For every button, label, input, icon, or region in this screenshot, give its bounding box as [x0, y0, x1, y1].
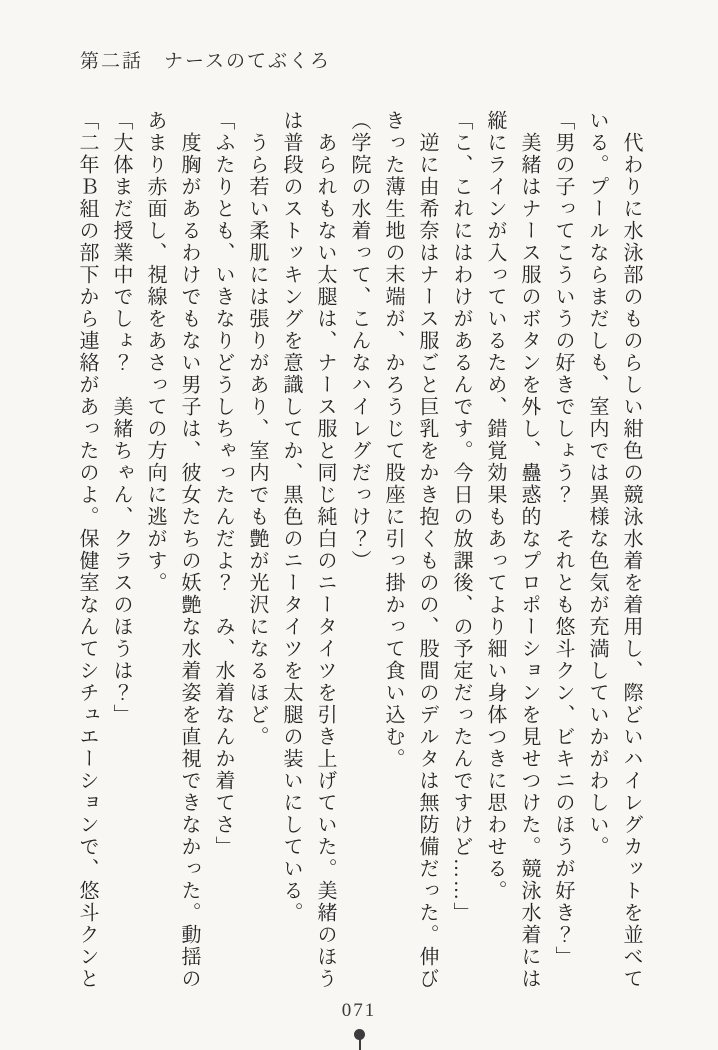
chapter-running-head: 第二話 ナースのてぶくろ — [80, 51, 332, 72]
page-number: 071 — [341, 1000, 377, 1021]
text-column: 「大体まだ授業中でしょ？ 美緒ちゃん、クラスのほうは？」 — [110, 110, 132, 726]
text-column: 縦にラインが入っているため、錯覚効果もあってより細い身体つきに思わせる。 — [484, 110, 506, 902]
text-column: あられもない太腿は、ナース服と同じ純白のニータイツを引き上げていた。美緒のほう — [314, 110, 336, 990]
text-column: 「ふたりとも、いきなりどうしちゃったんだよ？ み、水着なんか着てさ」 — [212, 110, 234, 858]
text-column: いる。プールならまだしも、室内では異様な色気が充満していかがわしい。 — [586, 110, 608, 858]
text-column: 代わりに水泳部のものらしい紺色の競泳水着を着用し、際どいハイレグカットを並べて — [620, 110, 642, 990]
text-column: うら若い柔肌には張りがあり、室内でも艶が光沢になるほど。 — [246, 110, 268, 748]
text-column: 「二年Ｂ組の部下から連絡があったのよ。保健室なんてシチュエーションで、悠斗クンと — [76, 110, 98, 990]
text-column: あまり赤面し、視線をあさっての方向に逃がす。 — [144, 110, 166, 594]
footer-stem-ornament — [359, 1036, 361, 1050]
text-column: は普段のストッキングを意識してか、黒色のニータイツを太腿の装いにしている。 — [280, 110, 302, 924]
text-column: 度胸があるわけでもない男子は、彼女たちの妖艶な水着姿を直視できなかった。動揺の — [178, 110, 200, 990]
text-column: （学院の水着って、こんなハイレグだっけ？） — [348, 110, 370, 572]
text-column: 「こ、これにはわけがあるんです。今日の放課後、の予定だったんですけど……」 — [450, 110, 472, 924]
text-column: 逆に由希奈はナース服ごと巨乳をかき抱くものの、股間のデルタは無防備だった。伸び — [416, 110, 438, 990]
text-column: 「男の子ってこういうの好きでしょう？ それとも悠斗クン、ビキニのほうが好き？」 — [552, 110, 574, 968]
text-column: 美緒はナース服のボタンを外し、蠱惑的なプロポーションを見せつけた。競泳水着には — [518, 110, 540, 990]
text-column: きった薄生地の末端が、かろうじて股座に引っ掛かって食い込む。 — [382, 110, 404, 770]
body-text — [70, 110, 648, 998]
